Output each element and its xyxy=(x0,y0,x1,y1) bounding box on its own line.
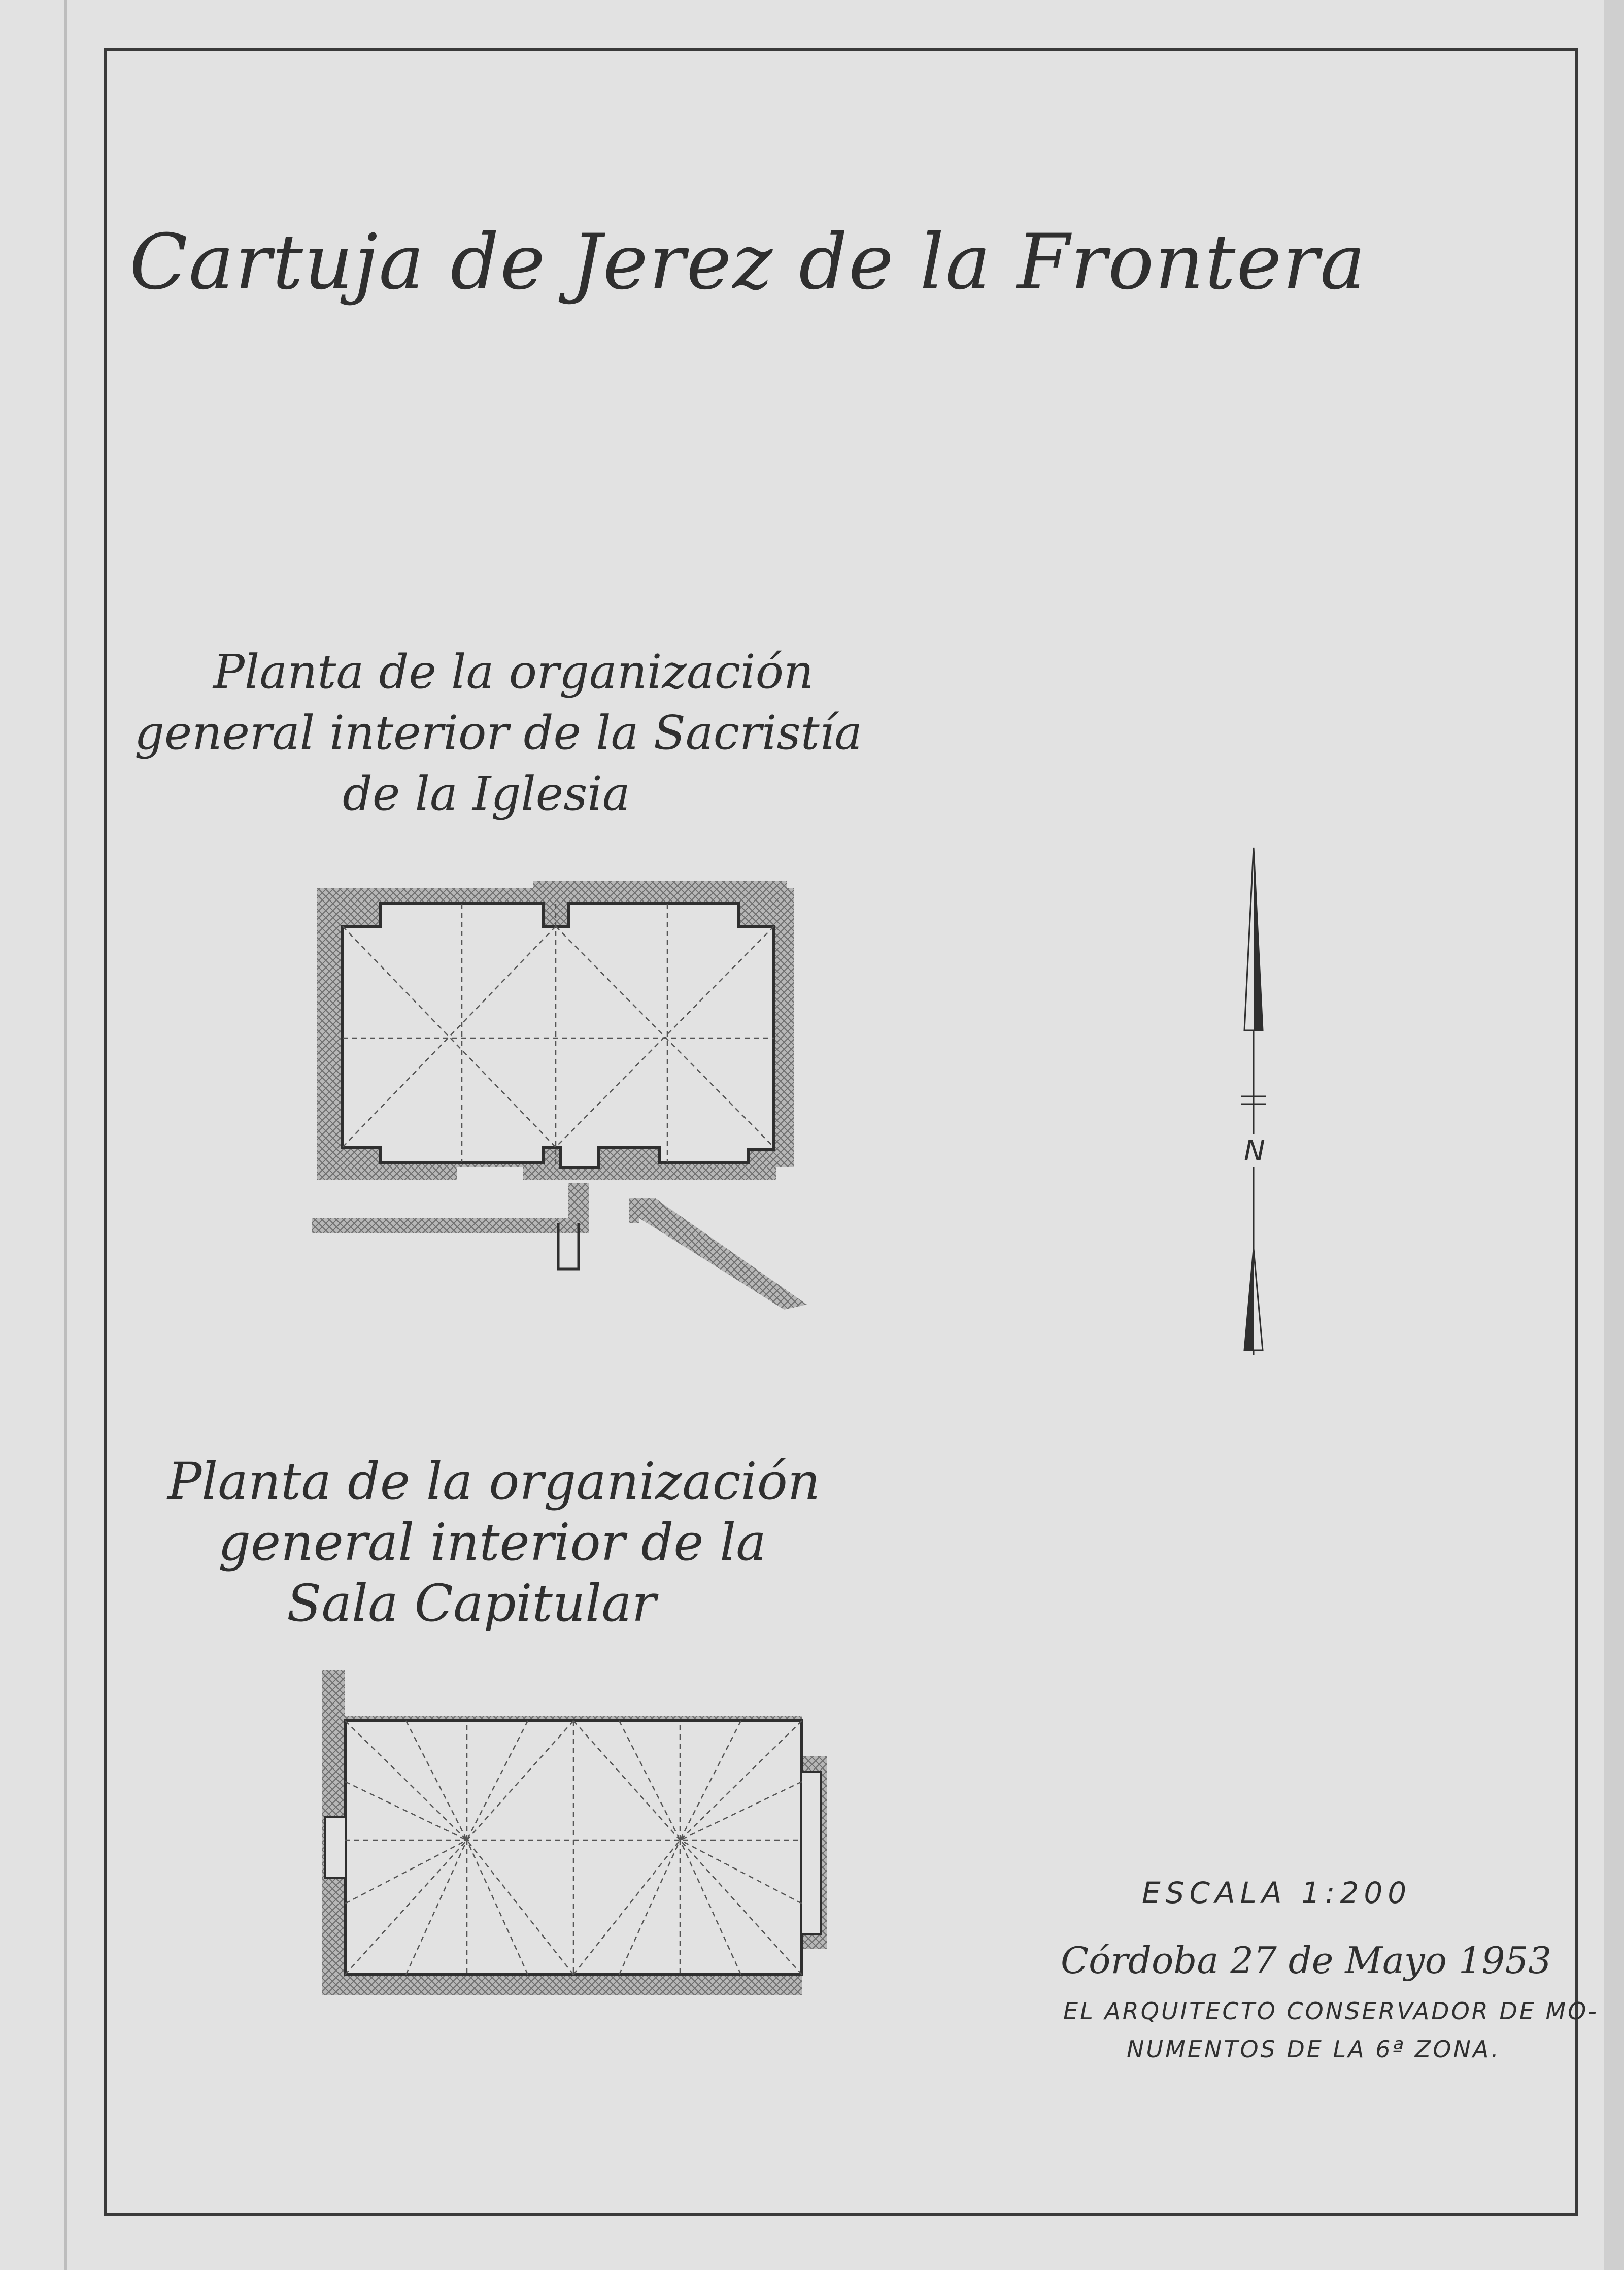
sheet-edge-strip xyxy=(1604,0,1624,2270)
signature-line-1: EL ARQUITECTO CONSERVADOR DE MO- xyxy=(1063,1997,1599,2025)
sacristia-lower-wall xyxy=(312,1183,589,1233)
sheet-fold-line xyxy=(64,0,67,2270)
north-arrow xyxy=(1233,843,1274,1360)
sacristia-floor-plan xyxy=(304,868,812,1299)
plan-1-caption-line-1: Planta de la organización xyxy=(213,645,814,699)
place-and-date: Córdoba 27 de Mayo 1953 xyxy=(1061,1939,1552,1982)
scale-label: ESCALA 1:200 xyxy=(1142,1876,1412,1910)
drawing-title: Cartuja de Jerez de la Frontera xyxy=(129,218,1367,307)
plan-2-caption-line-2: general interior de la xyxy=(218,1513,766,1572)
sala-capitular-floor-plan xyxy=(315,1665,837,2000)
north-arrow-label: N xyxy=(1241,1134,1270,1167)
sacristia-passage xyxy=(629,1198,807,1310)
signature-line-2: NUMENTOS DE LA 6ª ZONA. xyxy=(1127,2035,1501,2063)
sacristia-interior xyxy=(343,904,774,1167)
plan-1-caption-line-2: general interior de la Sacristía xyxy=(134,706,862,760)
plan-1-caption-line-3: de la Iglesia xyxy=(343,766,630,821)
plan-2-caption-line-1: Planta de la organización xyxy=(167,1452,821,1511)
plan-2-caption-line-3: Sala Capitular xyxy=(287,1574,656,1633)
